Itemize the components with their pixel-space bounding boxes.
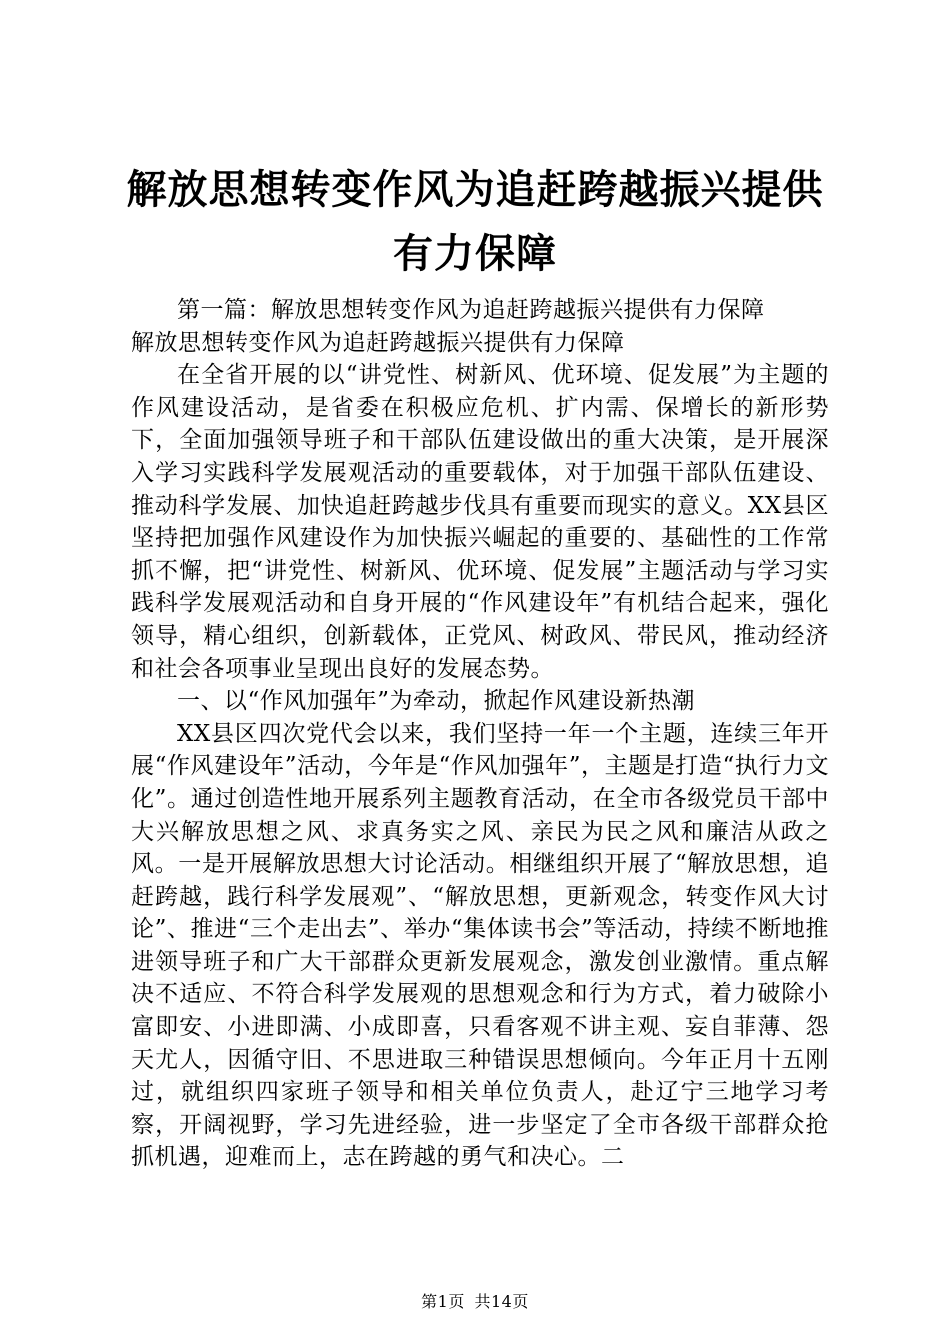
document-body [131,294,829,1174]
paragraph-subtitle: 解放思想转变作风为追赶跨越振兴提供有力保障 [131,329,625,356]
paragraph-section-heading: 一、以“作风加强年”为牵动，掀起作风建设新热潮 [177,688,696,715]
page-number: 第1页 [421,1292,465,1311]
document-title: 解放思想转变作风为追赶跨越振兴提供有力保障 [126,166,824,277]
paragraph-intro: 在全省开展的以“讲党性、树新风、优环境、促发展”为主题的作风建设活动，是省委在积极应危机、扩内需、保增长的新形势下，全面加强领导班子和干部队伍建设做出的重大决策，是开展深入学习实践科学发展观活动的重要载体，对于加强干部队伍建设、推动科学发展、加快追赶跨越步伐具有重要而现实的意义。XX县区坚持把加强作风建设作为加快振兴崛起的重要的、基础性的工作常抓不懈，把“讲党性、树新风、优环境、促发展”主题活动与学习实践科学发展观活动和自身开展的“作风建设年”有机结合起来，强化领导，精心组织，创新载体，正党风、树政风、带民风，推动经济和社会各项事业呈现出良好的发展态势。 [131,362,829,682]
paragraph-section-body: XX县区四次党代会以来，我们坚持一年一个主题，连续三年开展“作风建设年”活动，今年是“作风加强年”，主题是打造“执行力文化”。通过创造性地开展系列主题教育活动，在全市各级党员干部中大兴解放思想之风、求真务实之风、亲民为民之风和廉洁从政之风。一是开展解放思想大讨论活动。相继组织开展了“解放思想，追赶跨越，践行科学发展观”、“解放思想，更新观念，转变作风大讨论”、推进“三个走出去”、举办“集体读书会”等活动，持续不断地推进领导班子和广大干部群众更新发展观念，激发创业激情。重点解决不适应、不符合科学发展观的思想观念和行为方式，着力破除小富即安、小进即满、小成即喜，只看客观不讲主观、妄自菲薄、怨天尤人，因循守旧、不思进取三种错误思想倾向。今年正月十五刚过，就组织四家班子领导和相关单位负责人，赴辽宁三地学习考察，开阔视野，学习先进经验，进一步坚定了全市各级干部群众抢抓机遇，迎难而上，志在跨越的勇气和决心。二 [131,720,829,1171]
page-total: 共14页 [474,1292,529,1311]
page-footer [0,1290,950,1314]
paragraph-heading-part-one: 第一篇：解放思想转变作风为追赶跨越振兴提供有力保障 [177,297,765,323]
